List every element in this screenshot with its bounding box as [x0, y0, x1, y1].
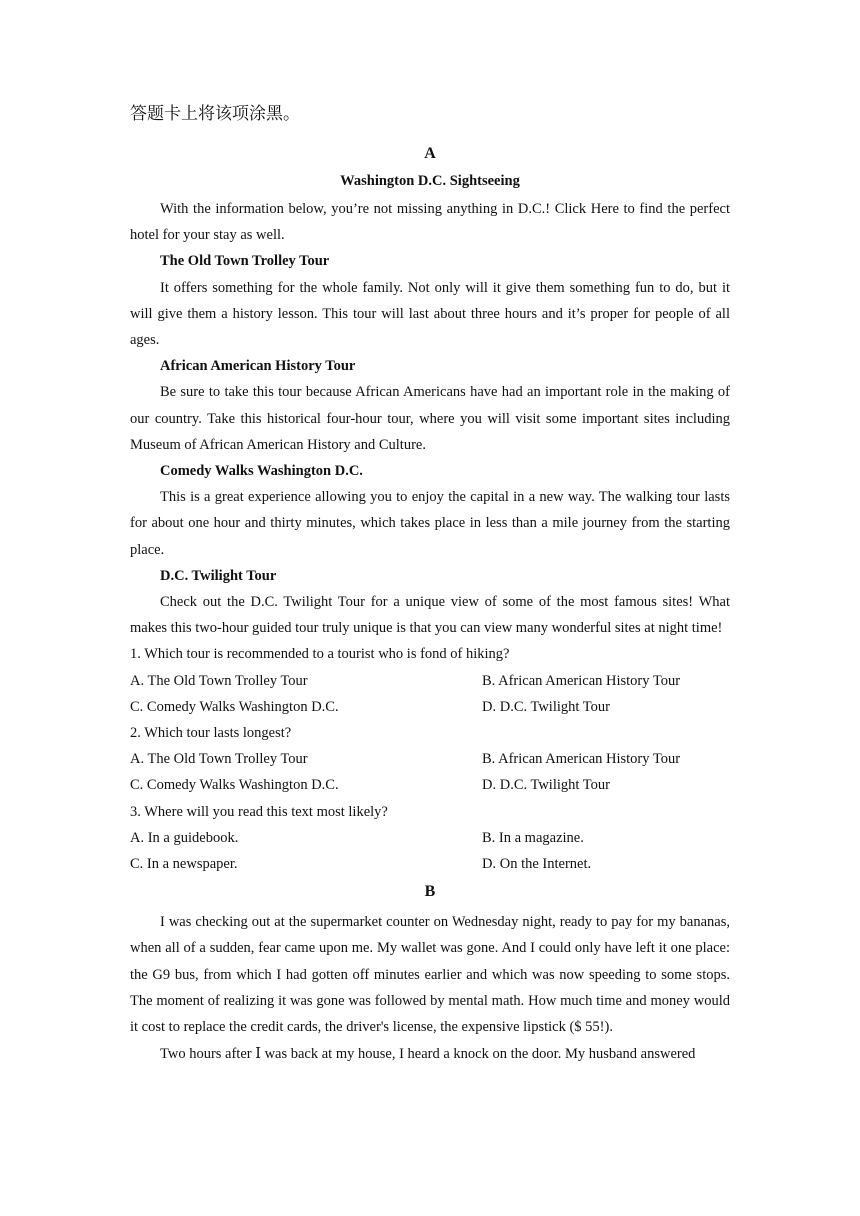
tour-heading: The Old Town Trolley Tour	[160, 253, 330, 270]
answer-option: D. D.C. Twilight Tour	[482, 777, 610, 794]
section-a-letter: A	[424, 145, 436, 162]
passage-paragraph: I was checking out at the supermarket counter on Wednesday night, ready to pay for my bananas, when all of a sudden, fear came upon me. My wallet was gone. And I could only have left it one place: the G9 bus, from which I had gotten off minutes earlier and which was now speeding to some stops. The moment of realizing it was gone was followed by mental math. How much time and money would it cost to replace the credit cards, the driver's license, the expensive lipstick ($ 55!).	[130, 914, 730, 1036]
question-stem: 1. Which tour is recommended to a tourist who is fond of hiking?	[130, 646, 510, 663]
answer-option: A. The Old Town Trolley Tour	[130, 672, 308, 689]
tour-description: Be sure to take this tour because African Americans have had an important role in the making of our country. Take this historical four-hour tour, where you will visit some important sites including Museum of African American History and Culture.	[130, 384, 730, 453]
passage-intro: With the information below, you’re not missing anything in D.C.! Click Here to find the perfect hotel for your stay as well.	[130, 201, 730, 244]
answer-sheet-instruction: 答题卡上将该项涂黑。	[130, 104, 300, 124]
section-a	[130, 142, 730, 877]
passage-title: Washington D.C. Sightseeing	[340, 173, 520, 189]
question-block	[130, 720, 730, 799]
tour-description: Check out the D.C. Twilight Tour for a unique view of some of the most famous sites! What makes this two-hour guided tour truly unique is that you can view many wonderful sites at night time!	[130, 594, 730, 637]
answer-option: C. In a newspaper.	[130, 856, 238, 873]
answer-option: B. African American History Tour	[482, 672, 681, 689]
question-stem: 3. Where will you read this text most likely?	[130, 803, 388, 820]
answer-options	[130, 668, 730, 720]
tour-heading: African American History Tour	[160, 358, 356, 375]
question-block	[130, 799, 730, 878]
question-block	[130, 641, 730, 720]
answer-option: C. Comedy Walks Washington D.C.	[130, 698, 339, 715]
answer-option: B. African American History Tour	[482, 751, 681, 768]
tour-description: It offers something for the whole family. Not only will it give them something fun to do, but it will give them a history lesson. This tour will last about three hours and it’s proper for people of all ages.	[130, 279, 730, 349]
answer-option: B. In a magazine.	[482, 829, 584, 846]
question-stem: 2. Which tour lasts longest?	[130, 725, 292, 742]
section-b	[130, 879, 730, 1067]
document-page	[130, 100, 730, 1068]
tour-heading: Comedy Walks Washington D.C.	[160, 463, 363, 480]
section-b-letter: B	[424, 883, 436, 901]
answer-option: A. The Old Town Trolley Tour	[130, 751, 308, 768]
answer-option: D. D.C. Twilight Tour	[482, 698, 610, 715]
answer-option: C. Comedy Walks Washington D.C.	[130, 777, 339, 794]
passage-paragraph: Two hours after Ⅰ was back at my house, I heard a knock on the door. My husband answered	[160, 1046, 696, 1063]
tour-description: This is a great experience allowing you to enjoy the capital in a new way. The walking tour lasts for about one hour and thirty minutes, which takes place in less than a mile journey from the starting place.	[130, 489, 730, 558]
answer-options	[130, 746, 730, 798]
tour-heading: D.C. Twilight Tour	[160, 567, 277, 584]
answer-option: A. In a guidebook.	[130, 829, 239, 846]
answer-options	[130, 825, 730, 877]
answer-option: D. On the Internet.	[482, 856, 592, 873]
